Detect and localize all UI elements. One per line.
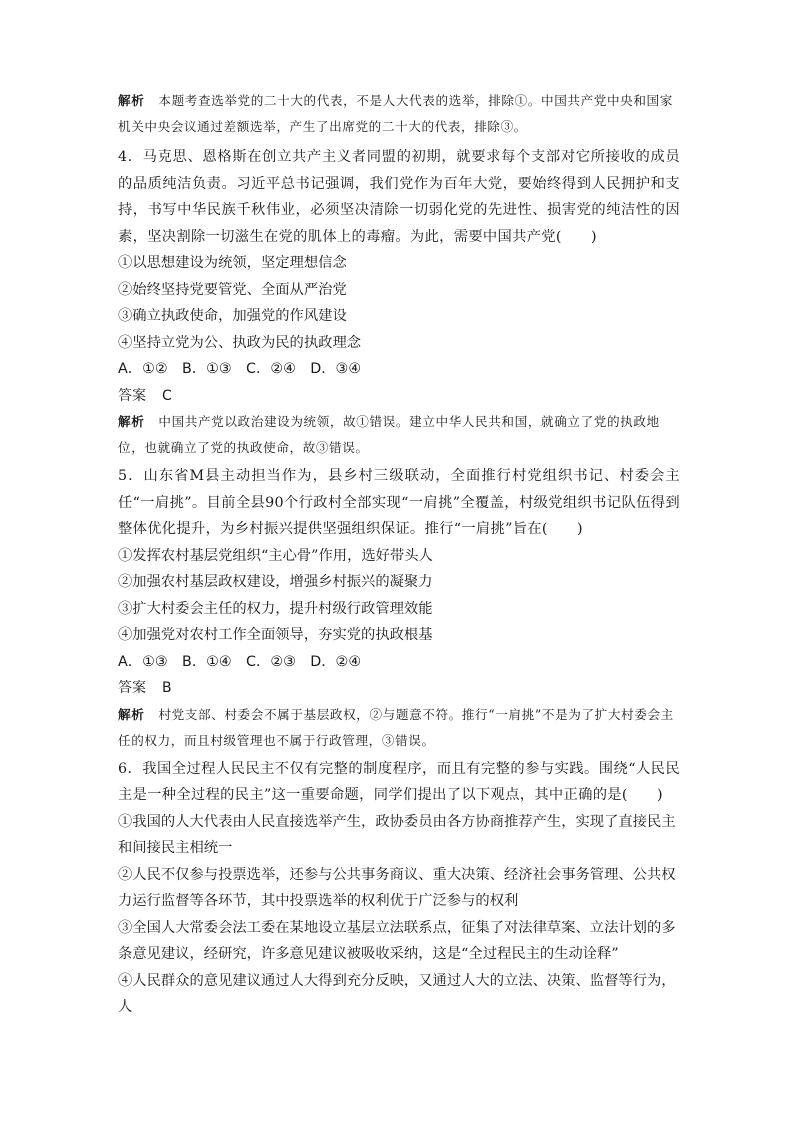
explanation-label: 解析 [118, 414, 145, 429]
question-6-option-4: ④人民群众的意见建议通过人大得到充分反映，又通过人大的立法、决策、监督等行为，人 [118, 972, 676, 1015]
answer-value: B [162, 680, 172, 696]
explanation-text: 村党支部、村委会不属于基层政权，②与题意不符。推行“一肩挑”不是为了扩大村委会主任的权力，而且村级管理也不属于行政管理，③错误。 [118, 706, 674, 748]
explanation-text: 本题考查选举党的二十大的代表，不是人大代表的选举，排除①。中国共产党中央和国家机关中央会议通过差额选举，产生了出席党的二十大的代表，排除③。 [118, 93, 673, 134]
question-4-option-2: ②始终坚持党要管党、全面从严治党 [118, 281, 347, 298]
question-5-answer [118, 675, 680, 702]
question-6-option-2: ②人民不仅参与投票选举，还参与公共事务商议、重大决策、经济社会事务管理、公共权力运行监督等各环节，其中投票选举的权利优于广泛参与的权利 [118, 866, 676, 909]
explanation-label: 解析 [118, 93, 145, 108]
question-4-option-3: ③确立执政使命，加强党的作风建设 [118, 308, 347, 324]
explanation-label: 解析 [118, 706, 145, 722]
answer-label: 答案 [118, 680, 146, 696]
question-5-stem: 5．山东省M县主动担当作为，县乡村三级联动，全面推行村党组织书记、村委会主任“一肩挑”。目前全县90个行政村全部实现“一肩挑”全覆盖，村级党组织书记队伍得到整体优化提升，为乡村振兴提供坚强组织保证。推行“一肩挑”旨在( ) [118, 468, 680, 537]
answer-label: 答案 [118, 387, 146, 404]
question-4-choices: A．①② B．①③ C．②④ D．③④ [118, 361, 362, 377]
question-5-explanation [118, 702, 680, 754]
question-4-answer [118, 383, 680, 410]
question-6-stem: 6．我国全过程人民民主不仅有完整的制度程序，而且有完整的参与实践。围绕“人民民主是一种全过程的民主”这一重要命题，同学们提出了以下观点，其中正确的是( ) [118, 760, 680, 803]
question-4-option-1: ①以思想建设为统领，坚定理想信念 [118, 255, 347, 271]
question-5-option-4: ④加强党对农村工作全面领导，夯实党的执政根基 [118, 627, 433, 643]
question-4-stem: 4．马克思、恩格斯在创立共产主义者同盟的初期，就要求每个支部对它所接收的成员的品质纯洁负责。习近平总书记强调，我们党作为百年大党，要始终得到人民拥护和支持，书写中华民族千秋伟业，必须坚决清除一切弱化党的先进性、损害党的纯洁性的因素，坚决割除一切滋生在党的肌体上的毒瘤。为此，需要中国共产党( ) [118, 149, 680, 245]
document-page [118, 88, 680, 1021]
question-6-option-3: ③全国人大常委会法工委在某地设立基层立法联系点，征集了对法律草案、立法计划的多条意见建议，经研究，许多意见建议被吸收采纳，这是“全过程民主的生动诠释” [118, 919, 676, 962]
question-6-option-1: ①我国的人大代表由人民直接选举产生，政协委员由各方协商推荐产生，实现了直接民主和间接民主相统一 [118, 813, 676, 856]
question-5-option-2: ②加强农村基层政权建设，增强乡村振兴的凝聚力 [118, 574, 433, 590]
question-4-explanation [118, 409, 680, 461]
question-5-option-3: ③扩大村委会主任的权力，提升村级行政管理效能 [118, 600, 433, 617]
question-5-option-1: ①发挥农村基层党组织“主心骨”作用，选好带头人 [118, 547, 433, 564]
explanation-text: 中国共产党以政治建设为统领，故①错误。建立中华人民共和国，就确立了党的执政地位，也就确立了党的执政使命，故③错误。 [118, 414, 660, 455]
answer-value: C [162, 387, 172, 404]
question-4-option-4: ④坚持立党为公、执政为民的执政理念 [118, 334, 362, 351]
question-5-choices: A．①③ B．①④ C．②③ D．②④ [118, 653, 362, 670]
explanation-q3 [118, 88, 680, 140]
